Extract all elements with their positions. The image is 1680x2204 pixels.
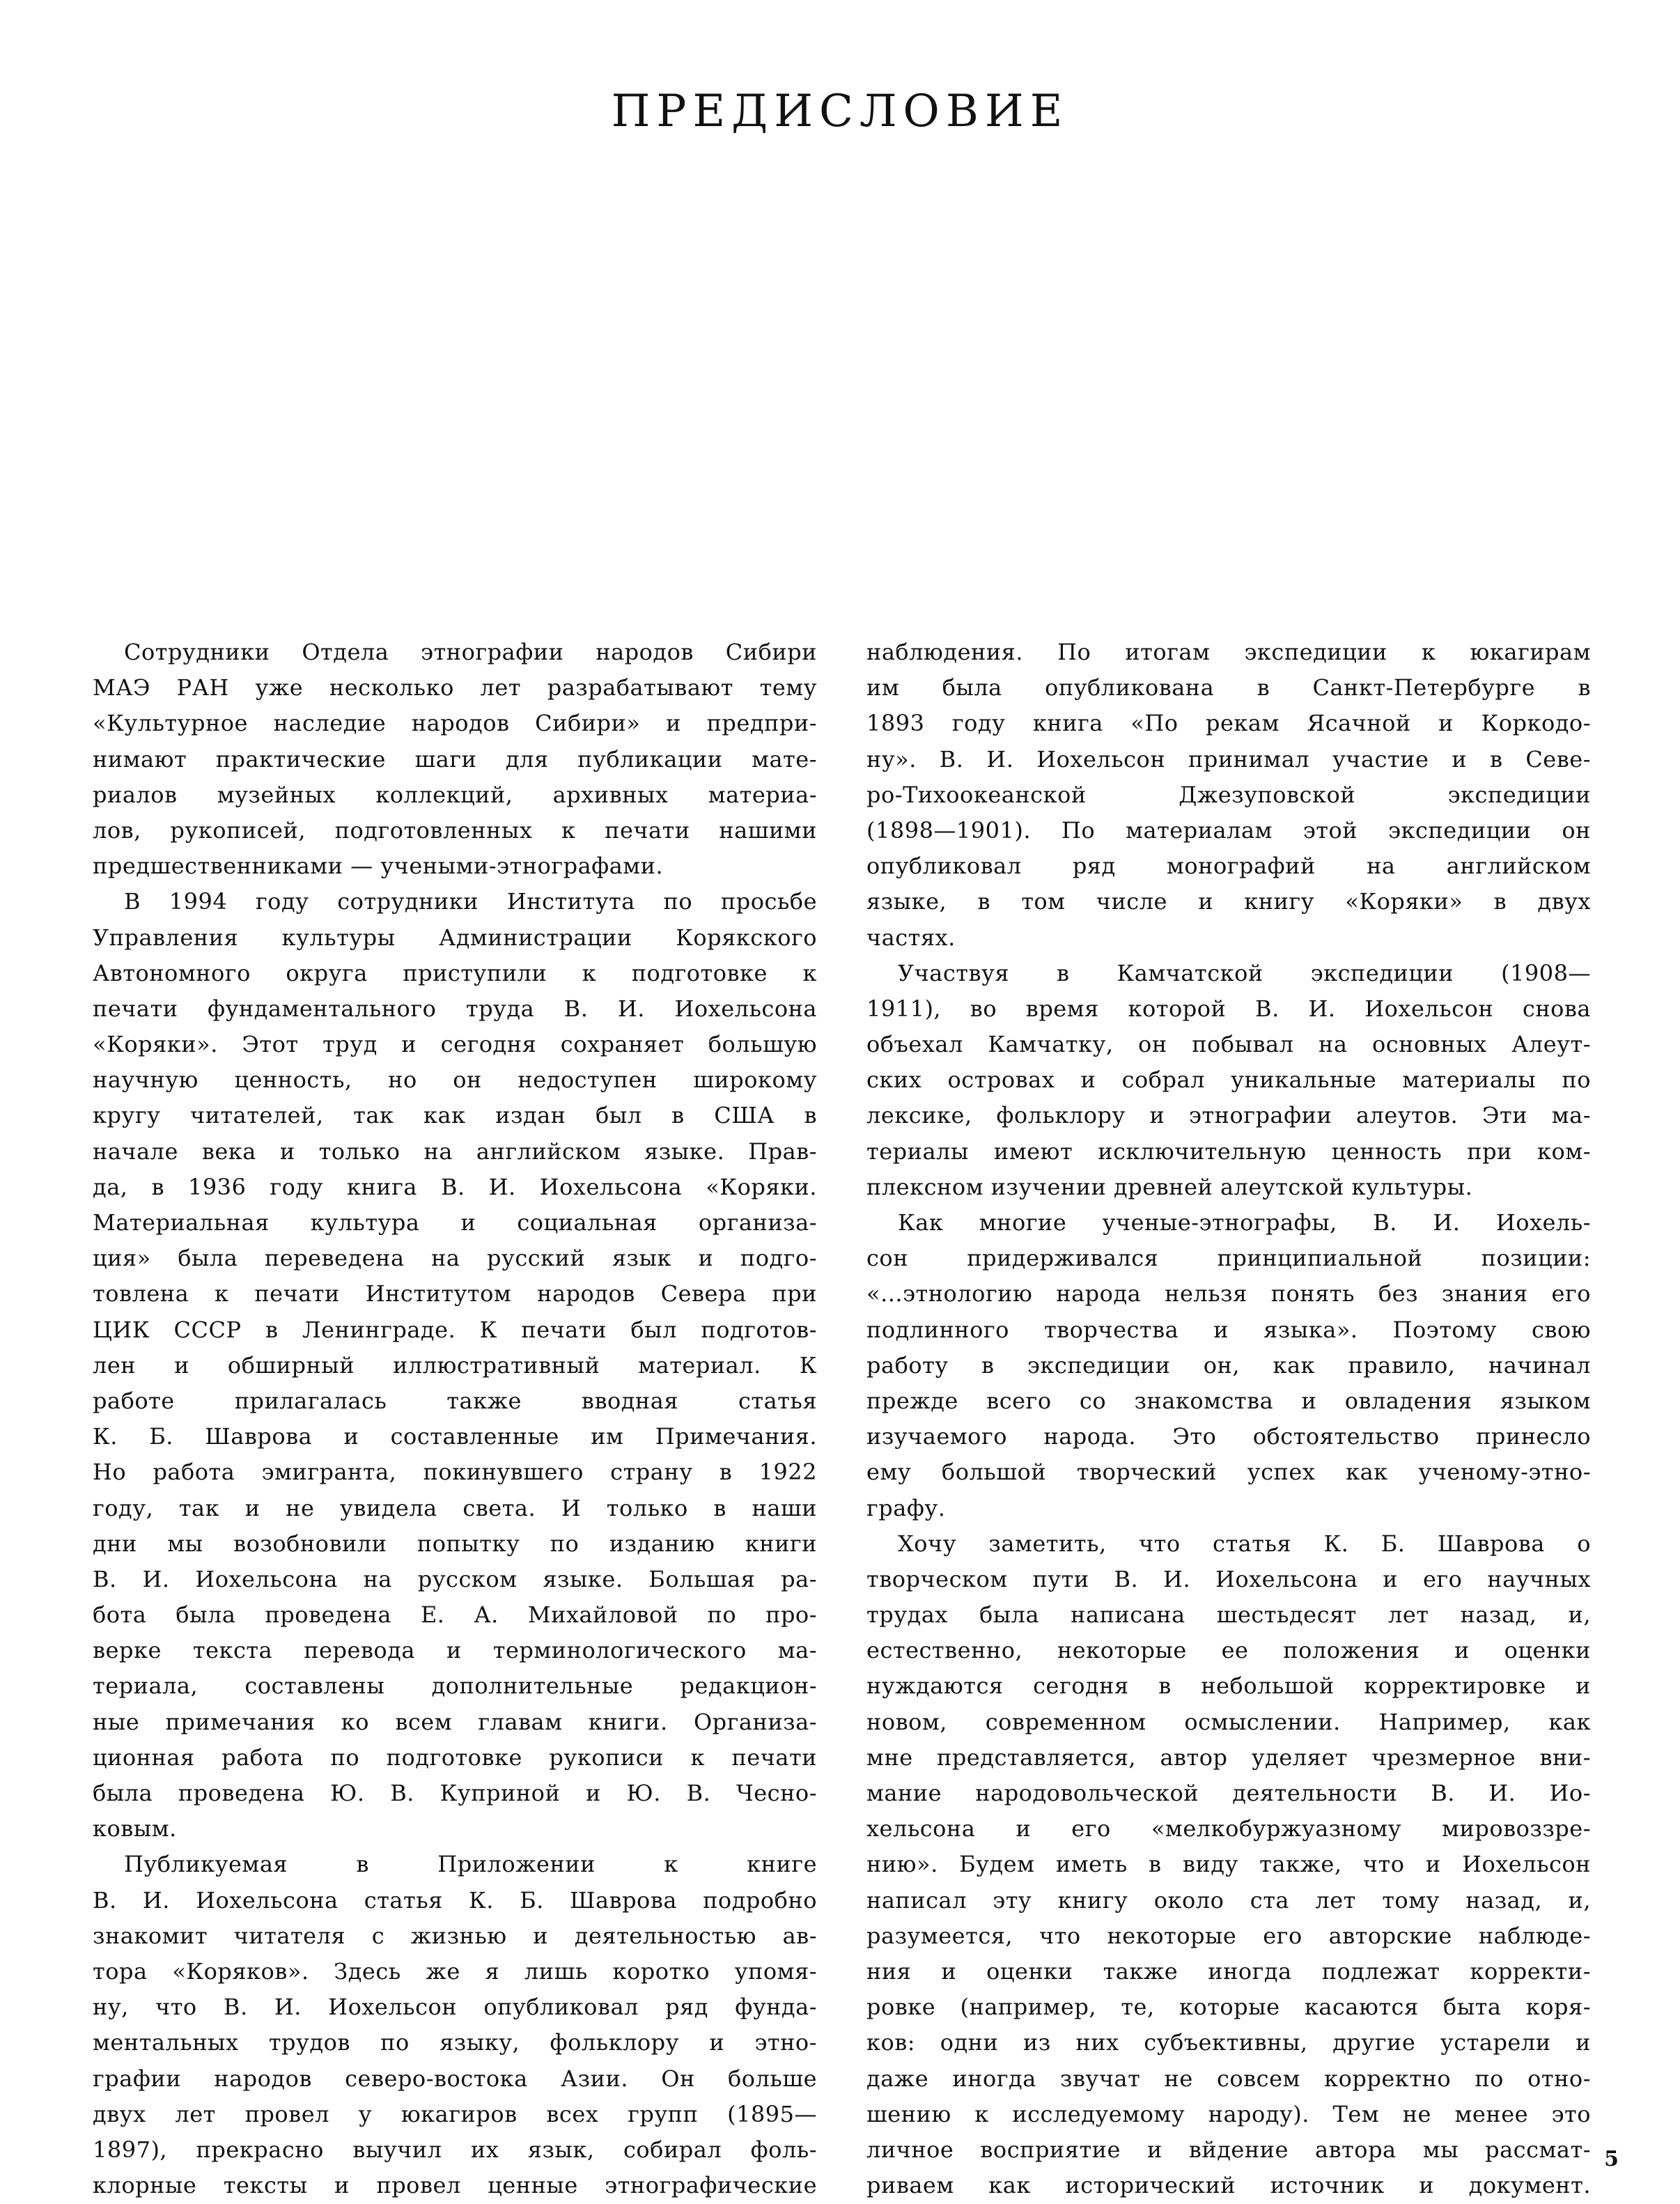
text-line: «Коряки». Этот труд и сегодня сохраняет большую <box>93 1031 817 1058</box>
text-line: творческом пути В. И. Иохельсона и его научных <box>866 1565 1591 1592</box>
text-line: МАЭ РАН уже несколько лет разрабатывают тему <box>93 674 817 701</box>
text-line: лов, рукописей, подготовленных к печати нашими <box>93 816 817 844</box>
text-line: товлена к печати Институтом народов Севера при <box>93 1280 817 1307</box>
text-line: лен и обширный иллюстративный материал. К <box>93 1351 817 1379</box>
text-line: двух лет провел у юкагиров всех групп (1895— <box>93 2100 817 2127</box>
text-line: тора «Коряков». Здесь же я лишь коротко упомя- <box>93 1957 817 1985</box>
text-line: да, в 1936 году книга В. И. Иохельсона «Коряки. <box>93 1173 817 1200</box>
text-line: объехал Камчатку, он побывал на основных Алеут- <box>866 1031 1591 1058</box>
text-line: даже иногда звучат не совсем корректно по отно- <box>866 2065 1591 2092</box>
text-line: написал эту книгу около ста лет тому назад, и, <box>866 1886 1591 1914</box>
text-line: работе прилагалась также вводная статья <box>93 1387 817 1414</box>
text-line: личное восприятие и вйдение автора мы рассмат- <box>866 2136 1591 2163</box>
text-line: 1897), прекрасно выучил их язык, собирал фоль- <box>93 2136 817 2163</box>
text-line: «Культурное наследие народов Сибири» и предпри- <box>93 710 817 737</box>
text-line: (1898—1901). По материалам этой экспедиции он <box>866 816 1591 844</box>
text-line: териалы имеют исключительную ценность при ком- <box>866 1138 1591 1165</box>
text-line: ные примечания ко всем главам книги. Организа- <box>93 1708 817 1735</box>
text-line: ему большой творческий успех как ученому-этно- <box>866 1459 1591 1486</box>
text-line: ния и оценки также иногда подлежат корректи- <box>866 1957 1591 1985</box>
text-line: шению к исследуемому народу). Тем не менее это <box>866 2100 1591 2127</box>
text-line: териала, составлены дополнительные редакцион- <box>93 1673 817 1700</box>
text-line: Как многие ученые-этнографы, В. И. Иохель- <box>898 1209 1591 1236</box>
text-line: Но работа эмигранта, покинувшего страну в 1922 <box>93 1459 817 1486</box>
text-line: 1893 году книга «По рекам Ясачной и Коркодо- <box>866 710 1591 737</box>
text-line: верке текста перевода и терминологического ма- <box>93 1637 817 1664</box>
text-line: ских островах и собрал уникальные материалы по <box>866 1066 1591 1094</box>
text-line: Автономного округа приступили к подготовке к <box>93 959 817 986</box>
text-line: клорные тексты и провел ценные этнографические <box>93 2172 817 2199</box>
text-line: ну». В. И. Иохельсон принимал участие и в Севе- <box>866 745 1591 773</box>
text-line: подлинного творчества и языка». Поэтому свою <box>866 1316 1591 1343</box>
text-line: ро-Тихоокеанской Джезуповской экспедиции <box>866 781 1591 808</box>
text-line: работу в экспедиции он, как правило, начинал <box>866 1351 1591 1379</box>
text-line: научную ценность, но он недоступен широкому <box>93 1066 817 1094</box>
text-line: печати фундаментального труда В. И. Иохельсона <box>93 995 817 1022</box>
text-line: ковым. <box>93 1815 177 1842</box>
text-line: ну, что В. И. Иохельсон опубликовал ряд фунда- <box>93 1994 817 2021</box>
text-line: Хочу заметить, что статья К. Б. Шаврова о <box>898 1530 1591 1557</box>
text-line: дни мы возобновили попытку по изданию книги <box>93 1530 817 1557</box>
text-line: ЦИК СССР в Ленинграде. К печати был подготов- <box>93 1316 817 1343</box>
text-line: В. И. Иохельсона статья К. Б. Шаврова подробно <box>93 1886 817 1914</box>
text-line: новом, современном осмыслении. Например, как <box>866 1708 1591 1735</box>
text-line: ционная работа по подготовке рукописи к печати <box>93 1744 817 1771</box>
text-line: начале века и только на английском языке. Прав- <box>93 1138 817 1165</box>
text-line: предшественниками — учеными-этнографами. <box>93 853 664 880</box>
text-line: графии народов северо-востока Азии. Он больше <box>93 2065 817 2092</box>
text-line: Управления культуры Администрации Корякского <box>93 924 817 951</box>
text-line: году, так и не увидела света. И только в наши <box>93 1494 817 1521</box>
text-line: риалов музейных коллекций, архивных материа- <box>93 781 817 808</box>
text-line: «...этнологию народа нельзя понять без знания его <box>866 1280 1591 1307</box>
page-number: 5 <box>1604 2147 1619 2171</box>
text-line: разумеется, что некоторые его авторские наблюде- <box>866 1922 1591 1949</box>
text-line: языке, в том числе и книгу «Коряки» в двух <box>866 888 1591 915</box>
text-line: риваем как исторический источник и документ. <box>866 2172 1591 2199</box>
text-line: В. И. Иохельсона на русском языке. Большая ра- <box>93 1565 817 1592</box>
text-line: знакомит читателя с жизнью и деятельностью ав- <box>93 1922 817 1949</box>
left-text-column <box>93 635 817 2203</box>
text-line: опубликовал ряд монографий на английском <box>866 853 1591 880</box>
text-line: ков: одни из них субъективны, другие устарели и <box>866 2029 1591 2056</box>
text-line: Публикуемая в Приложении к книге <box>124 1851 817 1878</box>
text-line: Участвуя в Камчатской экспедиции (1908— <box>898 959 1591 986</box>
text-line: наблюдения. По итогам экспедиции к юкагирам <box>866 639 1591 665</box>
text-line: графу. <box>866 1494 946 1521</box>
text-line: кругу читателей, так как издан был в США в <box>93 1102 817 1129</box>
text-line: мне представляется, автор уделяет чрезмерное вни- <box>866 1744 1591 1771</box>
text-line: нуждаются сегодня в небольшой корректировке и <box>866 1673 1591 1700</box>
text-line: Сотрудники Отдела этнографии народов Сибири <box>124 639 817 665</box>
text-line: трудах была написана шестьдесят лет назад, и, <box>866 1601 1591 1629</box>
text-line: 1911), во время которой В. И. Иохельсон снова <box>866 995 1591 1022</box>
text-line: изучаемого народа. Это обстоятельство принесло <box>866 1423 1591 1450</box>
text-line: Материальная культура и социальная организа- <box>93 1209 817 1236</box>
text-line: нию». Будем иметь в виду также, что и Иохельсон <box>866 1851 1591 1878</box>
text-line: плексном изучении древней алеутской культуры. <box>866 1173 1473 1200</box>
text-line: К. Б. Шаврова и составленные им Примечания. <box>93 1423 817 1450</box>
text-line: прежде всего со знакомства и овладения языком <box>866 1387 1591 1414</box>
text-line: естественно, некоторые ее положения и оценки <box>866 1637 1591 1664</box>
page-title: ПРЕДИСЛОВИЕ <box>611 86 1069 137</box>
text-line: мание народовольческой деятельности В. И. Ио- <box>866 1780 1591 1806</box>
text-line: ровке (например, те, которые касаются быта коря- <box>866 1994 1591 2021</box>
right-text-column <box>866 635 1591 2203</box>
text-line: ментальных трудов по языку, фольклору и этно- <box>93 2029 817 2056</box>
text-line: им была опубликована в Санкт-Петербурге в <box>866 674 1591 701</box>
text-line: лексике, фольклору и этнографии алеутов. Эти ма- <box>866 1102 1591 1129</box>
text-line: нимают практические шаги для публикации мате- <box>93 745 817 773</box>
text-line: была проведена Ю. В. Куприной и Ю. В. Чесно- <box>93 1780 817 1806</box>
text-line: хельсона и его «мелкобуржуазному мировоззре- <box>866 1815 1591 1842</box>
text-line: В 1994 году сотрудники Института по просьбе <box>124 888 817 915</box>
text-line: частях. <box>866 924 956 951</box>
text-line: сон придерживался принципиальной позиции: <box>866 1245 1591 1272</box>
text-line: бота была проведена Е. А. Михайловой по про- <box>93 1601 817 1629</box>
text-line: ция» была переведена на русский язык и подго- <box>93 1245 817 1272</box>
